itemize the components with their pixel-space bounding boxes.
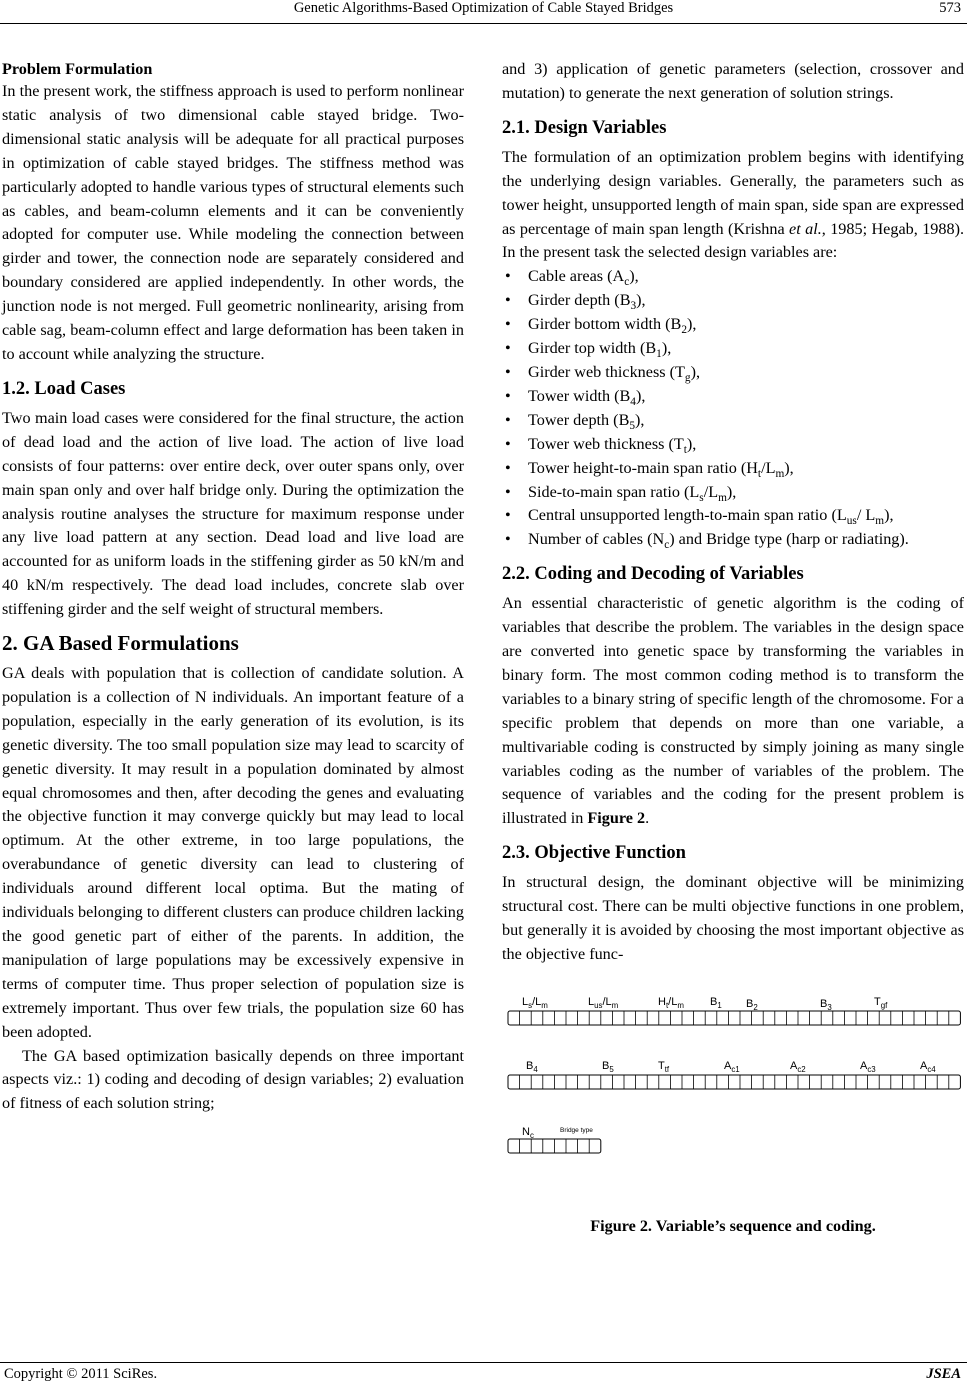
- coding-paragraph: An essential characteristic of genetic algorithm is the coding of variables that describe the problem. The variables in the design space are converted into genetic space by transforming the variables in binary form. The most common coding method is to transform the variables to a binary string of specific length of the chromosome. For a specific problem that depends on more than one variable, a multivariable coding is constructed by simply joining as many single variables coding as the number of variables of the problem. The sequence of variables and the coding for the present problem is illustrated in Figure 2.: [502, 594, 964, 828]
- design-variables-heading: 2.1. Design Variables: [502, 117, 667, 138]
- design-variables-intro: The formulation of an optimization problem begins with identifying the underlying design variables. Generally, the parameters such as tower height, unsupported length of main span, side span are expressed as percentage of main span length (Krishna et al., 1985; Hegab, 1988). In the present task the selected design variables are:: [502, 147, 965, 262]
- objective-paragraph: In structural design, the dominant objective will be minimizing structural cost. There can be multi objective functions in one problem, but generally it is avoided by choosing the most important objective as the objective func-: [502, 873, 964, 963]
- problem-formulation-heading: Problem Formulation: [2, 60, 153, 78]
- gene-label: $T_{tf}$: [658, 1059, 670, 1074]
- gene-label: $L_{us}/L_m$: [588, 995, 619, 1010]
- problem-formulation-paragraph: In the present work, the stiffness approach is used to perform nonlinear static analysis of two dimensional cable stayed bridge. Two-dimensional static analysis will be adequate for all practical purposes in optimization of cable stayed bridges. The stiffness method was particularly adopted to handle various types of structural elements such as cables, and beam-column elements and it can be conveniently adopted for computer use. While modeling the connection between girder and tower, the connection node are separately considered and boundary considered are applied independently. In other words, the junction node is not merged. Full geometric nonlinearity, arising from cable sag, beam-column effect and large deformation has been taken in to account while analyzing the structure.: [2, 82, 464, 363]
- gene-label: $N_c$: [522, 1125, 534, 1140]
- coding-heading: 2.2. Coding and Decoding of Variables: [502, 564, 804, 585]
- gene-label: $A_{c2}$: [790, 1059, 806, 1074]
- figure-2: [502, 981, 964, 1211]
- gene-label: $H_t/L_m$: [658, 995, 684, 1010]
- list-item: • Central unsupported length-to-main span ratio ($L_{us}/$ $L_m$),: [502, 504, 964, 528]
- design-variables-list: [502, 265, 964, 552]
- list-item: • Tower depth $(B_5)$,: [502, 409, 964, 433]
- list-item: • Side-to-main span ratio $(L_s/L_m)$,: [502, 481, 964, 505]
- header-rule: [0, 23, 967, 24]
- list-item: • Girder depth $(B_3)$,: [502, 289, 964, 313]
- footer-rule: [0, 1362, 967, 1363]
- list-item: • Tower height-to-main span ratio $(H_t/L_m)$,: [502, 457, 964, 481]
- load-cases-heading: 1.2. Load Cases: [2, 378, 126, 399]
- gene-label: $A_{c4}$: [920, 1059, 936, 1074]
- bit-string: [508, 1075, 960, 1089]
- list-item: • Cable areas $(A_c)$,: [502, 265, 964, 289]
- figure-reference: Figure 2: [587, 809, 646, 828]
- ga-formulations-heading: 2. GA Based Formulations: [2, 631, 239, 656]
- list-item: • Girder top width $(B_1)$,: [502, 337, 964, 361]
- running-title: Genetic Algorithms-Based Optimization of Cable Stayed Bridges: [293, 0, 674, 16]
- journal-name: JSEA: [926, 1366, 961, 1382]
- et-al-text: et al.: [789, 219, 822, 238]
- objective-heading: 2.3. Objective Function: [502, 843, 686, 864]
- gene-label: $T_{gf}$: [874, 995, 888, 1010]
- gene-label: $A_{c1}$: [724, 1059, 740, 1074]
- page-number: 573: [939, 0, 961, 16]
- right-column: [502, 58, 964, 1239]
- list-item: • Girder bottom width $(B_2)$,: [502, 313, 964, 337]
- gene-label: $L_s/L_m$: [522, 995, 548, 1010]
- list-item: • Girder web thickness $(T_g)$,: [502, 361, 964, 385]
- copyright-text: Copyright © 2011 SciRes.: [4, 1366, 158, 1382]
- continuation-paragraph: and 3) application of genetic parameters (selection, crossover and mutation) to generate the next generation of solution strings.: [502, 60, 964, 102]
- gene-label: $B_1$: [710, 995, 722, 1010]
- gene-label: $B_3$: [820, 997, 832, 1012]
- gene-label: $A_{c3}$: [860, 1059, 876, 1074]
- figure-caption: Figure 2. Variable’s sequence and coding.: [590, 1216, 876, 1235]
- running-header: [0, 0, 967, 24]
- ga-paragraph-1: GA deals with population that is collection of candidate solution. A population is a collection of N individuals. An important feature of a population, especially in the early generation of its evolution, is its genetic diversity. The too small population size may lead to scarcity of genetic diversity. It may result in a population dominated by almost equal chromosomes and then, after decoding the genes and evaluating the objective function it may converge quickly but may lead to local optimum. At the other extreme, in too large populations, the overabundance of genetic diversity can lead to clustering of individuals around different local optima. But the mating of individuals belonging to different clusters can produce children lacking the good genetic part of either of the parents. In addition, the manipulation of large populations may be excessively expensive in terms of computer time. Thus proper selection of population size is extremely important. Thus over few trials, the population size 60 has been adopted.: [2, 664, 464, 1041]
- ga-paragraph-2: The GA based optimization basically depends on three important aspects viz.: 1) coding and decoding of design variables; 2) evaluation of fitness of each solution string;: [2, 1046, 464, 1113]
- load-cases-paragraph: Two main load cases were considered for the final structure, the action of dead load and the action of live load. The action of live load consists of four patterns: over entire deck, over outer spans only, over main span only and over half bridge only. During the optimization the analysis routine analyses the structure for maximum response under any live load pattern at any section. Dead load and live load are accounted for as uniform loads in the stiffening girder as 50 kN/m and 40 kN/m respectively. The dead load includes, concrete slab over stiffening girder and the self weight of structural members.: [2, 408, 464, 619]
- gene-label: $B_4$: [526, 1059, 538, 1074]
- chromosome-diagram: [502, 981, 964, 1191]
- bit-string: [508, 1011, 960, 1025]
- list-item: • Tower width $(B_4)$,: [502, 385, 964, 409]
- left-column: [2, 58, 464, 1116]
- gene-label: $B_2$: [746, 997, 758, 1012]
- gene-label: $B_5$: [602, 1059, 614, 1074]
- list-item: • Number of cables $(N_c)$ and Bridge type (harp or radiating).: [502, 528, 964, 552]
- gene-label: Bridge type: [560, 1126, 593, 1134]
- list-item: • Tower web thickness $(T_t)$,: [502, 433, 964, 457]
